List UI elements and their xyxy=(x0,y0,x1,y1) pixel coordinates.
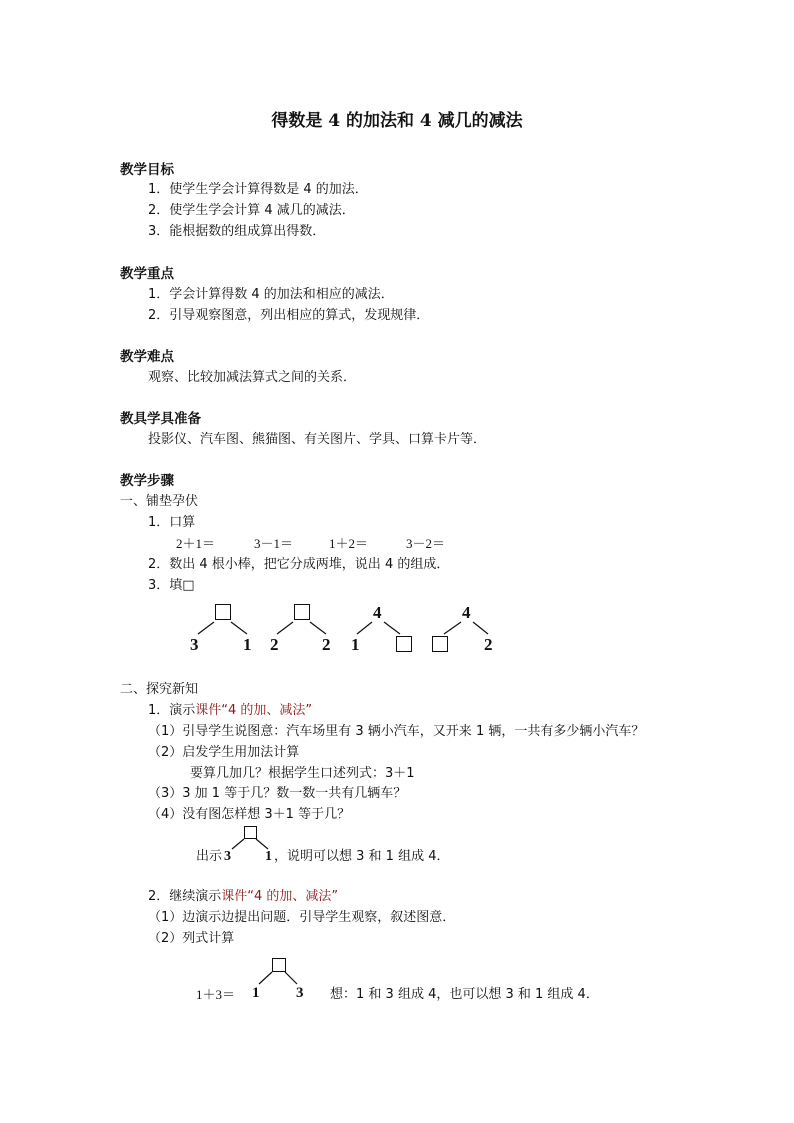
courseware-title-2: “4 的加、减法” xyxy=(247,889,339,904)
goals-heading: 教学目标 xyxy=(120,162,174,178)
tree-1-left: 3 xyxy=(190,635,199,654)
blank-box xyxy=(272,958,286,972)
difficulty-text: 观察、比较加减法算式之间的关系． xyxy=(148,370,357,385)
show-prefix: 出示 xyxy=(196,849,223,864)
demo-1-sub-4: （4）没有图怎样想 3＋1 等于几？ xyxy=(148,807,351,822)
demo-2-prefix: 2．继续演示 xyxy=(148,889,222,904)
tree-2-right: 2 xyxy=(322,635,331,654)
demo-2-sub-1: （1）边演示边提出问题．引导学生观察，叙述图意． xyxy=(148,910,456,925)
courseware-link-1[interactable]: 课件 xyxy=(195,703,222,718)
tree-3-top: 4 xyxy=(373,603,382,622)
part1-item-2: 2．数出 4 根小棒，把它分成两堆，说出 4 的组成． xyxy=(148,557,450,572)
courseware-title-1: “4 的加、减法” xyxy=(221,703,313,718)
materials-text: 投影仪、汽车图、熊猫图、有关图片、学具、口算卡片等． xyxy=(148,432,487,447)
show-suffix: ，说明可以想 3 和 1 组成 4． xyxy=(274,849,450,864)
blank-box xyxy=(294,604,310,620)
difficulty-heading: 教学难点 xyxy=(120,349,174,365)
equation-right: 3 xyxy=(296,985,304,1001)
key-point-item-1: 1．学会计算得数 4 的加法和相应的减法． xyxy=(148,287,394,302)
demo-1-prefix: 1．演示 xyxy=(148,703,196,718)
equation-note: 想：1 和 3 组成 4，也可以想 3 和 1 组成 4． xyxy=(330,987,599,1002)
blank-box xyxy=(432,636,448,652)
blank-box xyxy=(244,826,257,839)
part2-heading: 二、探究新知 xyxy=(120,682,199,697)
show-right: 1 xyxy=(265,849,272,864)
key-points-heading: 教学重点 xyxy=(120,266,174,282)
part1-item-3: 3．填□ xyxy=(148,578,195,593)
equation-left: 1 xyxy=(252,985,260,1001)
key-point-item-2: 2．引导观察图意，列出相应的算式，发现规律． xyxy=(148,308,430,323)
demo-1-line xyxy=(148,702,312,720)
part1-heading: 一、铺垫孕伏 xyxy=(120,494,199,509)
tree-3-left: 1 xyxy=(351,635,360,654)
goal-item-1: 1．使学生学会计算得数是 4 的加法． xyxy=(148,182,368,197)
goal-item-2: 2．使学生学会计算 4 减几的减法． xyxy=(148,203,355,218)
tree-4-top: 4 xyxy=(462,603,471,622)
equation-text: 1＋3＝ xyxy=(196,987,236,1002)
goal-item-3: 3．能根据数的组成算出得数． xyxy=(148,224,326,239)
tree-2-left: 2 xyxy=(270,635,279,654)
tree-4-right: 2 xyxy=(484,635,493,654)
demo-2-line xyxy=(148,888,338,906)
demo-2-sub-2: （2）列式计算 xyxy=(148,931,235,946)
demo-1-sub-3: （3）3 加 1 等于几？数一数一共有几辆车？ xyxy=(148,786,407,801)
show-left: 3 xyxy=(224,849,231,864)
courseware-link-2[interactable]: 课件 xyxy=(221,889,248,904)
steps-heading: 教学步骤 xyxy=(120,473,174,489)
blank-box xyxy=(396,636,412,652)
demo-1-sub-1: （1）引导学生说图意：汽车场里有 3 辆小汽车，又开来 1 辆，一共有多少辆小汽车？ xyxy=(148,724,645,739)
oral-question-1: 2＋1＝ xyxy=(176,536,216,551)
demo-1-sub-2-detail: 要算几加几？根据学生口述列式：3＋1 xyxy=(190,766,415,781)
oral-question-2: 3－1＝ xyxy=(254,536,294,551)
materials-heading: 教具学具准备 xyxy=(120,411,201,427)
tree-1-right: 1 xyxy=(243,635,252,654)
page-title: 得数是 4 的加法和 4 减几的减法 xyxy=(271,111,523,131)
part1-item-1: 1．口算 xyxy=(148,515,196,530)
oral-question-3: 1＋2＝ xyxy=(329,536,369,551)
oral-question-4: 3－2＝ xyxy=(406,536,446,551)
blank-box xyxy=(215,604,231,620)
demo-1-sub-2: （2）启发学生用加法计算 xyxy=(148,745,300,760)
